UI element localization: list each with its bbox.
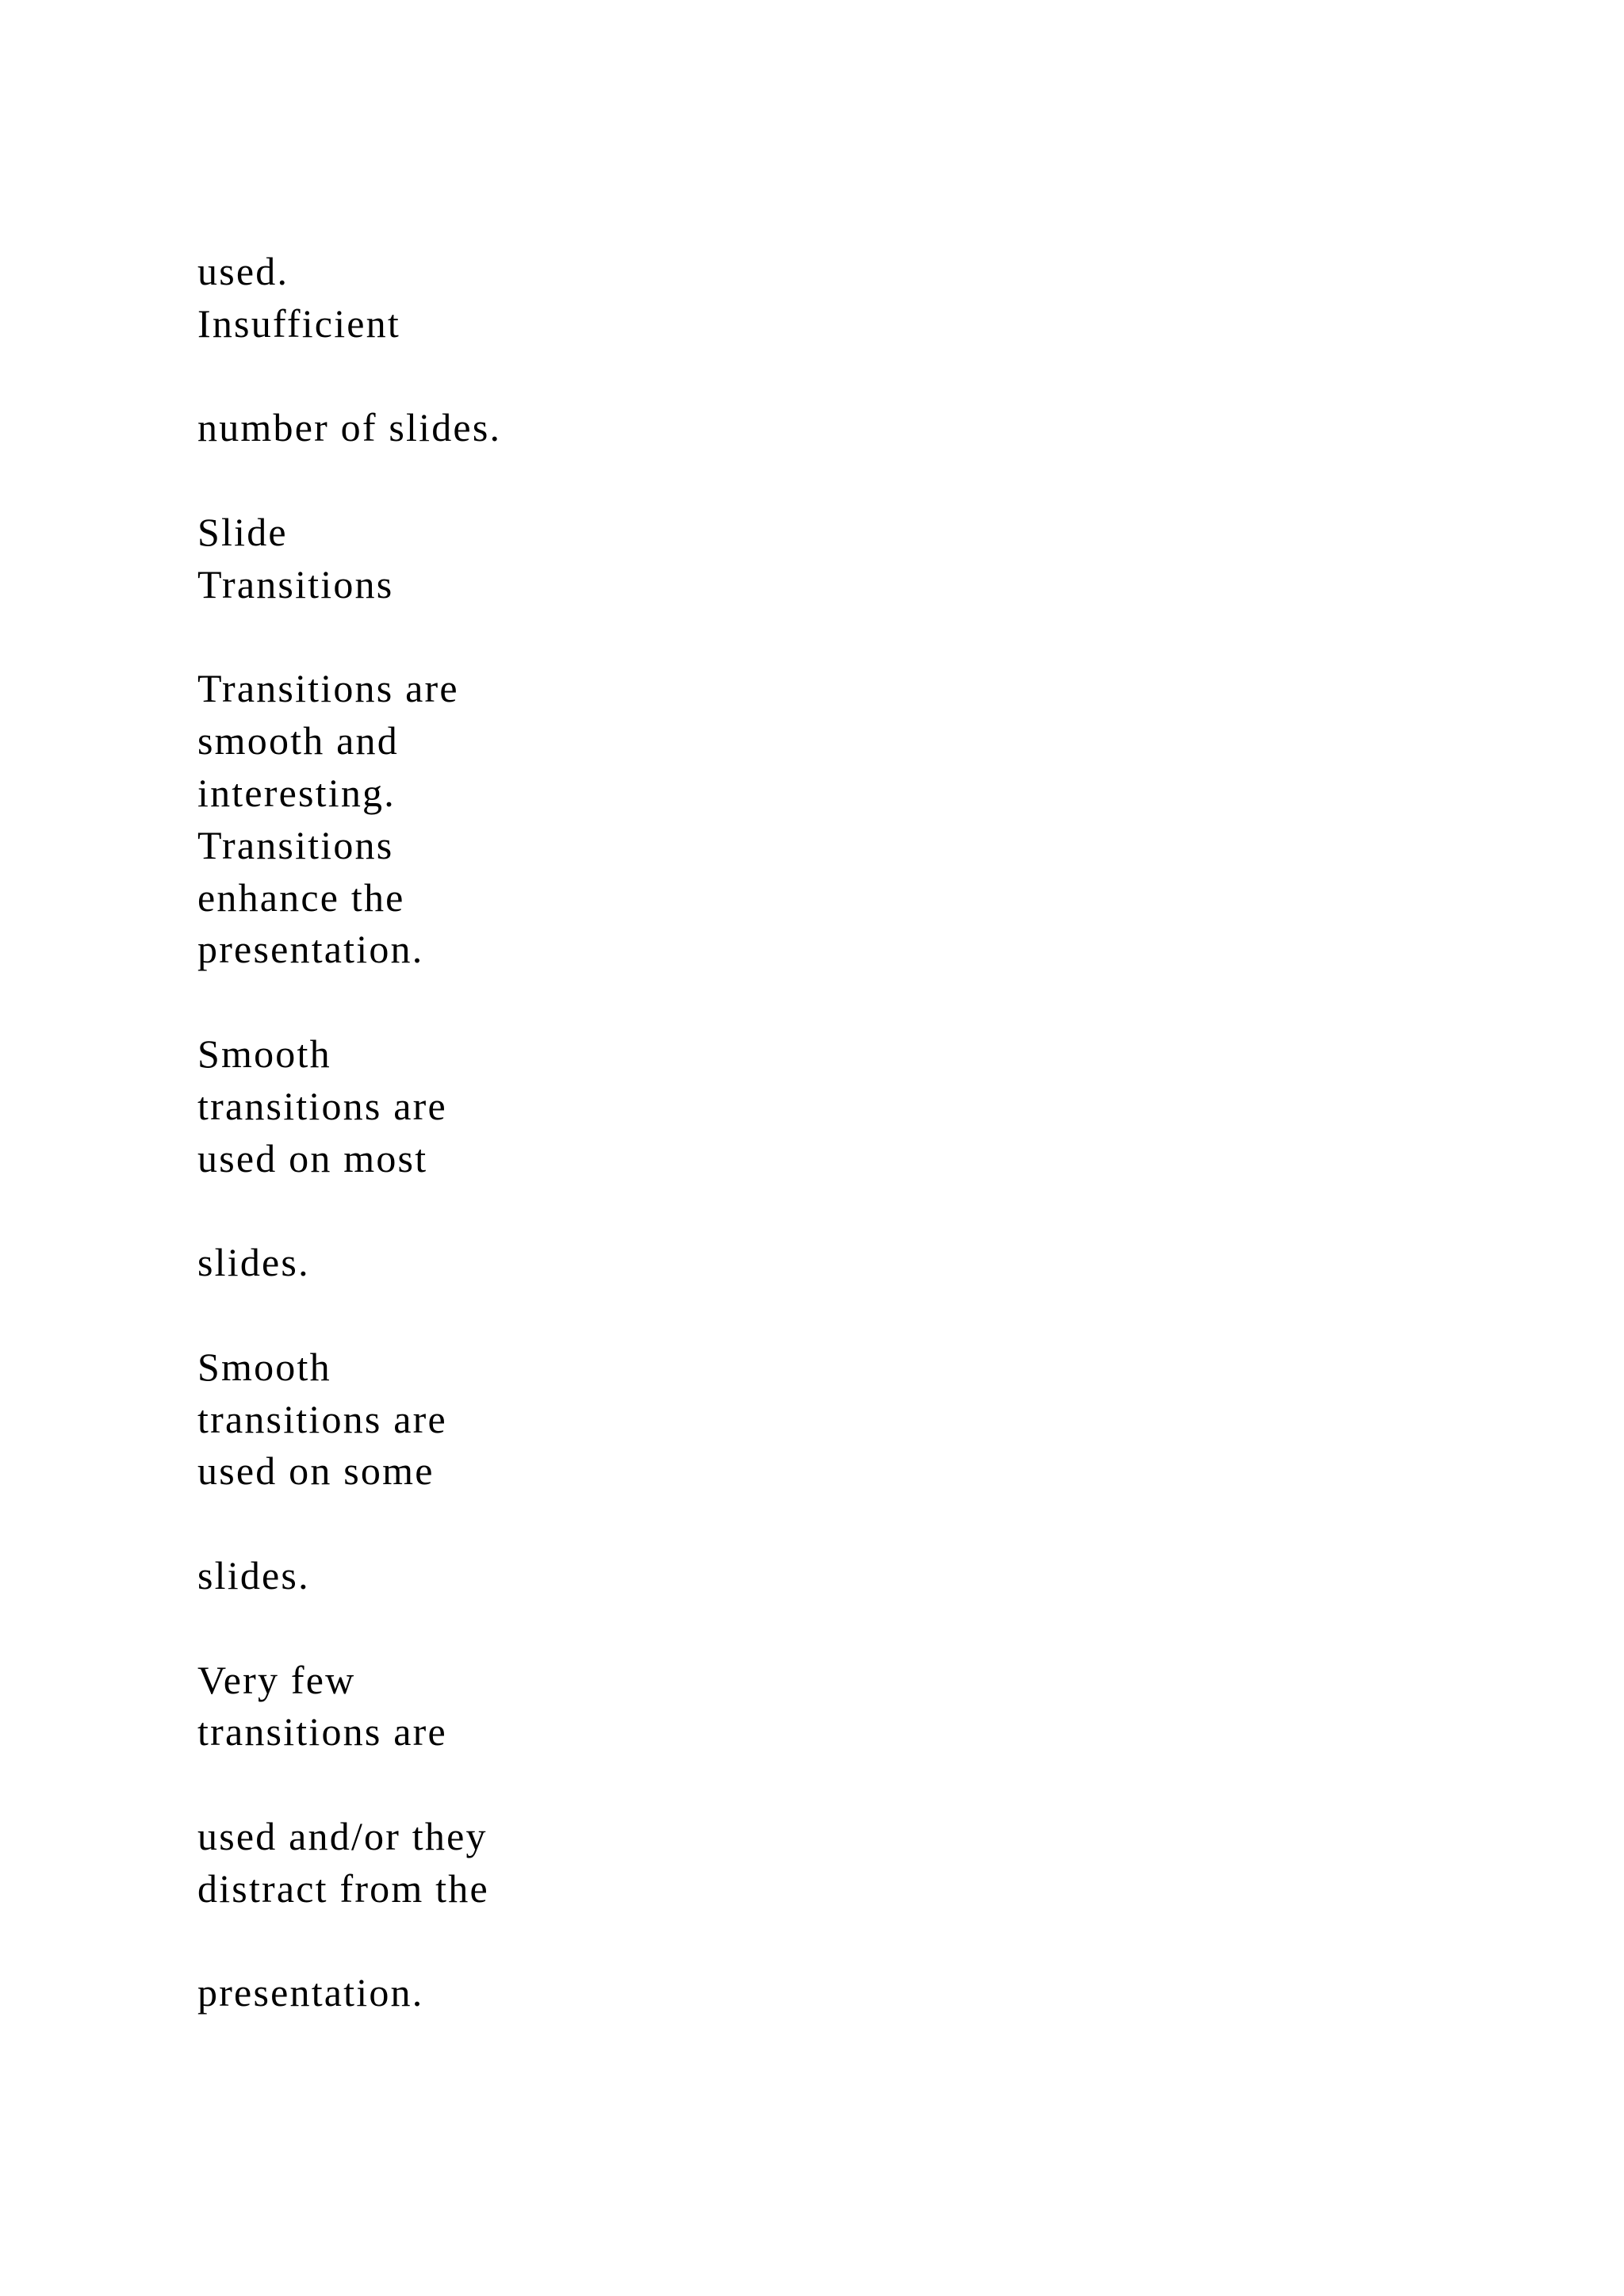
text-line: transitions are — [197, 1709, 447, 1755]
text-line: used on most — [197, 1135, 428, 1181]
blank-line — [197, 1289, 911, 1341]
text-line: used on some — [197, 1448, 435, 1494]
text-line: number of slides. — [197, 405, 502, 450]
text-line: smooth and — [197, 718, 399, 763]
text-line: Transitions — [197, 561, 394, 607]
text-line: presentation. — [197, 1970, 424, 2015]
text-line: distract from the — [197, 1866, 489, 1911]
text-line: presentation. — [197, 927, 424, 972]
text-line: used. — [197, 249, 289, 293]
text-line: Smooth — [197, 1031, 331, 1076]
blank-line — [197, 1758, 911, 1811]
blank-line — [197, 1498, 911, 1550]
blank-line — [197, 611, 911, 664]
text-line: Very few — [197, 1657, 356, 1702]
document-text-column — [197, 246, 911, 2019]
text-line: enhance the — [197, 874, 405, 920]
text-line: Smooth — [197, 1344, 331, 1389]
text-line: transitions are — [197, 1083, 447, 1128]
blank-line — [197, 1602, 911, 1655]
text-line: interesting. — [197, 770, 396, 815]
text-line: slides. — [197, 1240, 310, 1285]
text-line: Insufficient — [197, 300, 400, 346]
text-line: transitions are — [197, 1396, 447, 1441]
text-line: slides. — [197, 1552, 310, 1598]
text-line: Slide — [197, 509, 288, 554]
blank-line — [197, 1184, 911, 1237]
blank-line — [197, 454, 911, 507]
text-line: Transitions are — [197, 666, 459, 711]
blank-line — [197, 350, 911, 403]
text-line: Transitions — [197, 822, 394, 867]
blank-line — [197, 976, 911, 1028]
blank-line — [197, 1915, 911, 1968]
text-line: used and/or they — [197, 1813, 488, 1858]
